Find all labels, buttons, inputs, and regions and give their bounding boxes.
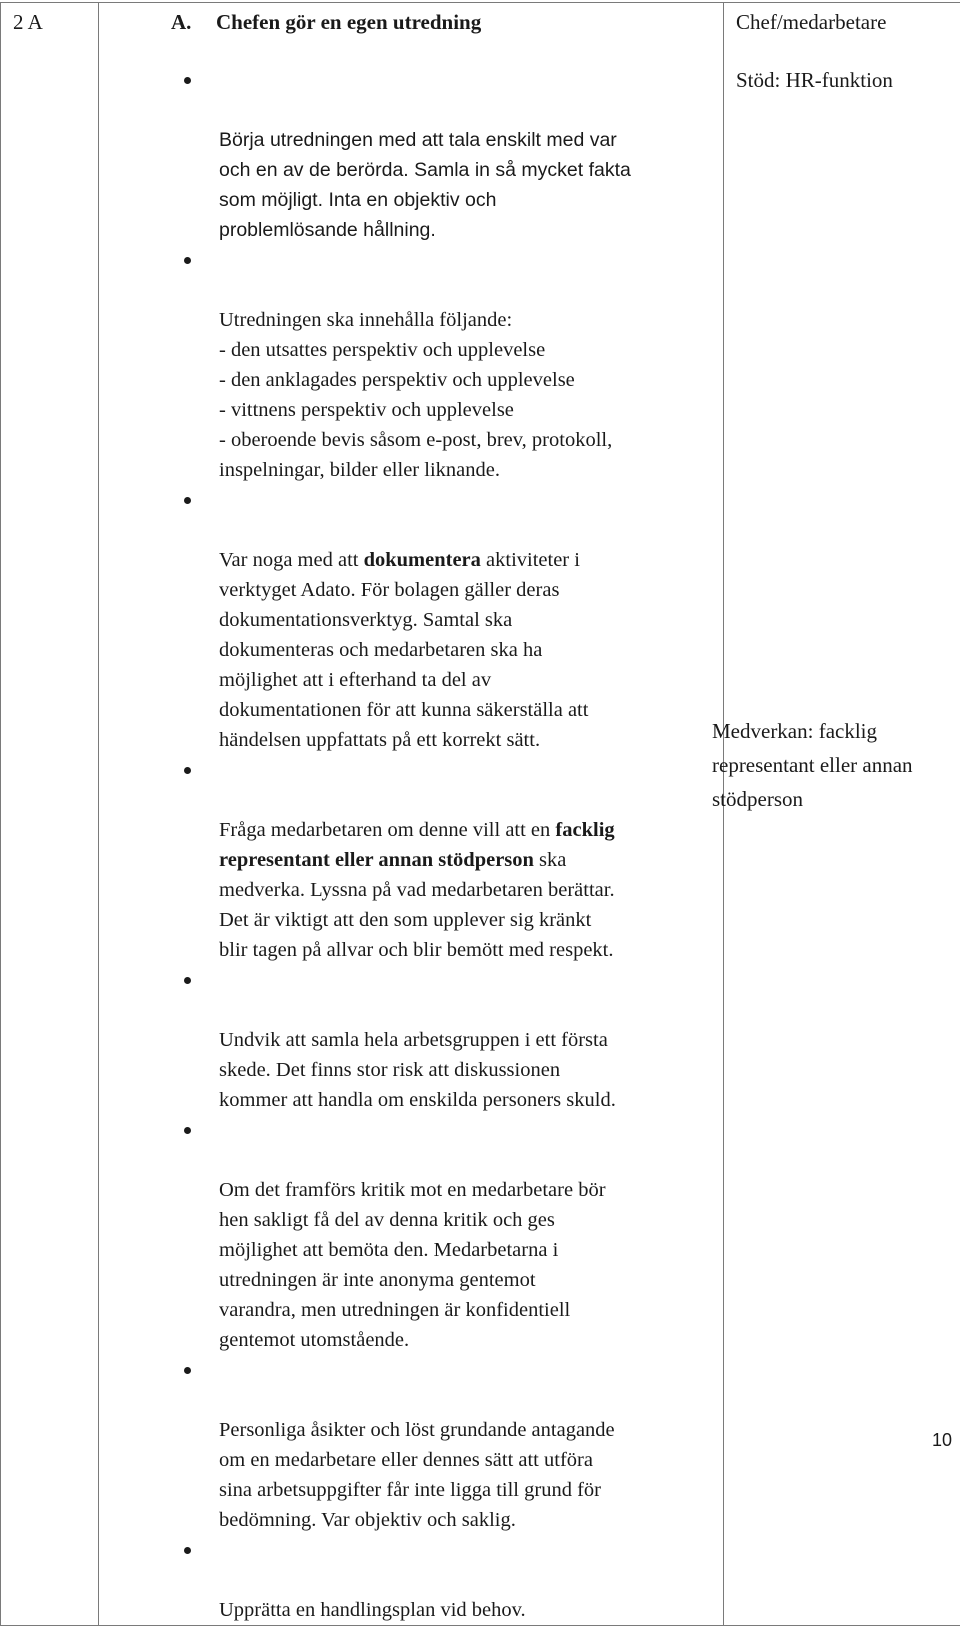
bullet-icon [184, 1127, 191, 1134]
bullet-icon [184, 977, 191, 984]
page-number: 10 [932, 1430, 952, 1451]
bullet-icon [184, 497, 191, 504]
bullet-icon [184, 257, 191, 264]
list-item [99, 65, 713, 245]
list-item [99, 755, 713, 965]
list-item [99, 485, 713, 755]
step-number: 2 A [13, 10, 43, 34]
bullet-text: Börja utredningen med att tala enskilt med var och en av de berörda. Samla in så mycket fakta som möjligt. Inta en objektiv och problemlösande hållning. [219, 129, 631, 241]
responsible-role: Chef/medarbetare [736, 7, 960, 37]
bullet-icon [184, 77, 191, 84]
bullet-text: Utredningen ska innehålla följande: - den utsattes perspektiv och upplevelse - den anklagades perspektiv och upplevelse - vittnens perspektiv och upplevelse - oberoende bevis såsom e-post, brev, protokoll, inspelningar, bilder eller liknande. [219, 309, 612, 481]
list-item [99, 1535, 713, 1625]
bullet-icon [184, 1547, 191, 1554]
step-cell [1, 3, 99, 1626]
content-cell [99, 3, 724, 1626]
bullet-list [99, 65, 713, 1625]
list-item [99, 1355, 713, 1535]
support-role: Stöd: HR-funktion [736, 65, 960, 95]
list-item [99, 1115, 713, 1355]
bullet-icon [184, 1367, 191, 1374]
section-heading [99, 7, 713, 37]
list-item [99, 965, 713, 1115]
list-item [99, 245, 713, 485]
bullet-text: Personliga åsikter och löst grundande antagande om en medarbetare eller dennes sätt att utföra sina arbetsuppgifter får inte ligga till grund för bedömning. Var objektiv och saklig. [219, 1419, 615, 1531]
participation-note: Medverkan: facklig representant eller annan stödperson [712, 714, 937, 816]
section-letter: A. [99, 7, 216, 37]
bullet-text: Upprätta en handlingsplan vid behov. [219, 1599, 526, 1621]
bullet-text: Fråga medarbetaren om denne vill att en facklig representant eller annan stödperson ska medverka. Lyssna på vad medarbetaren berättar. Det är viktigt att den som upplever sig kränkt blir tagen på allvar och blir bemött med respekt. [219, 819, 615, 961]
bullet-icon [184, 767, 191, 774]
bullet-text: Var noga med att dokumentera aktiviteter i verktyget Adato. För bolagen gäller deras dokumentationsverktyg. Samtal ska dokumenteras och medarbetaren ska ha möjlighet att i efterhand ta del av dokumentationen för att kunna säkerställa att händelsen uppfattats på ett korrekt sätt. [219, 549, 588, 751]
bullet-text: Om det framförs kritik mot en medarbetare bör hen sakligt få del av denna kritik och ges möjlighet att bemöta den. Medarbetarna i utredningen är inte anonyma gentemot varandra, men utredningen är konfidentiell gentemot utomstående. [219, 1179, 606, 1351]
bullet-text: Undvik att samla hela arbetsgruppen i ett första skede. Det finns stor risk att diskussionen kommer att handla om enskilda personers skuld. [219, 1029, 616, 1111]
section-title: Chefen gör en egen utredning [216, 7, 481, 37]
